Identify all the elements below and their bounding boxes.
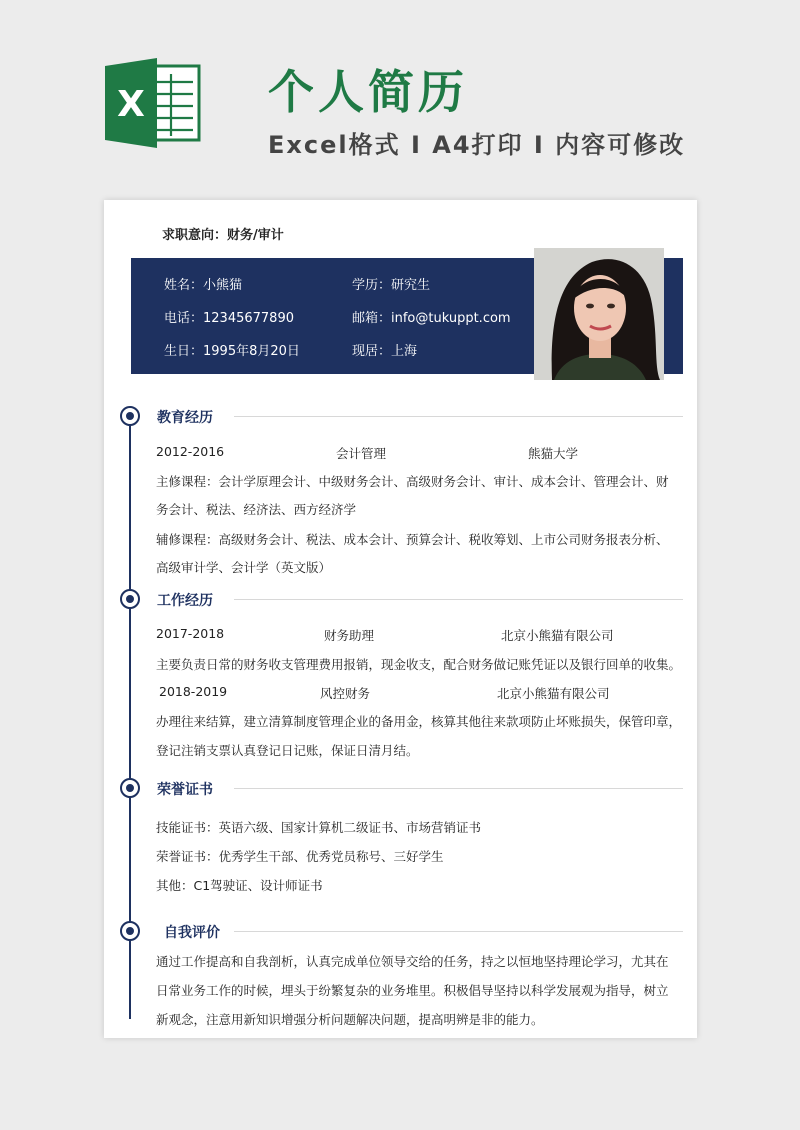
- info-birthday: 生日：1995年8月20日: [164, 344, 300, 359]
- info-email: 邮箱：info@tukuppt.com: [352, 311, 511, 326]
- education-divider: [234, 416, 683, 417]
- honors-title: 荣誉证书: [157, 782, 213, 798]
- job2-company: 北京小熊猫有限公司: [497, 686, 610, 701]
- education-major: 会计管理: [336, 446, 387, 461]
- info-phone: 电话：12345677890: [164, 311, 294, 326]
- other-certificates: 其他：C1驾驶证、设计师证书: [156, 878, 323, 893]
- info-education: 学历：研究生: [352, 278, 431, 293]
- info-name: 姓名：小熊猫: [164, 278, 243, 293]
- job1-company: 北京小熊猫有限公司: [501, 628, 614, 643]
- job1-role: 财务助理: [324, 628, 375, 643]
- work-title: 工作经历: [157, 593, 213, 609]
- self-eval-line3: 新观念，注意用新知识增强分析问题解决问题，提高明辨是非的能力。: [156, 1012, 544, 1027]
- self-eval-line2: 日常业务工作的时候，埋头于纷繁复杂的业务堆里。积极倡导坚持以科学发展观为指导，树立: [156, 983, 669, 998]
- job-intent: 求职意向：财务/审计: [162, 228, 284, 243]
- resume-page: [104, 200, 697, 1038]
- portrait-illustration: [534, 248, 664, 380]
- info-residence: 现居：上海: [352, 344, 418, 359]
- job2-description-line2: 登记注销支票认真登记日记账，保证日清月结。: [156, 743, 419, 758]
- job2-description-line1: 办理往来结算，建立清算制度管理企业的备用金，核算其他往来款项防止坏账损失，保管印章，: [156, 714, 682, 729]
- excel-logo-icon: [105, 58, 201, 148]
- honor-certificates: 荣誉证书：优秀学生干部、优秀党员称号、三好学生: [156, 849, 444, 864]
- banner-subtitle: Excel格式 I A4打印 I 内容可修改: [268, 131, 686, 159]
- self-eval-title: 自我评价: [164, 925, 220, 941]
- education-node: [120, 406, 140, 426]
- excel-logo-letter: X: [117, 84, 145, 125]
- job1-description: 主要负责日常的财务收支管理费用报销，现金收支，配合财务做记账凭证以及银行回单的收集。: [156, 657, 682, 672]
- self-eval-node: [120, 921, 140, 941]
- job2-role: 风控财务: [320, 686, 371, 701]
- work-node: [120, 589, 140, 609]
- job2-period: 2018-2019: [159, 684, 228, 699]
- job1-period: 2017-2018: [156, 626, 225, 641]
- skill-certificates: 技能证书：英语六级、国家计算机二级证书、市场营销证书: [156, 820, 482, 835]
- education-title: 教育经历: [157, 410, 213, 426]
- main-courses-line2: 务会计、税法、经济法、西方经济学: [156, 502, 357, 517]
- self-eval-line1: 通过工作提高和自我剖析，认真完成单位领导交给的任务，持之以恒地坚持理论学习，尤其在: [156, 954, 669, 969]
- self-eval-divider: [234, 931, 683, 932]
- work-divider: [234, 599, 683, 600]
- honors-divider: [234, 788, 683, 789]
- minor-courses-line1: 辅修课程：高级财务会计、税法、成本会计、预算会计、税收筹划、上市公司财务报表分析、: [156, 532, 669, 547]
- main-courses-line1: 主修课程：会计学原理会计、中级财务会计、高级财务会计、审计、成本会计、管理会计、财: [156, 474, 669, 489]
- education-period: 2012-2016: [156, 444, 225, 459]
- banner-title: 个人简历: [268, 65, 468, 119]
- header-banner: [0, 0, 800, 195]
- honors-node: [120, 778, 140, 798]
- education-school: 熊猫大学: [528, 446, 579, 461]
- minor-courses-line2: 高级审计学、会计学（英文版）: [156, 560, 332, 575]
- profile-photo: [534, 248, 664, 380]
